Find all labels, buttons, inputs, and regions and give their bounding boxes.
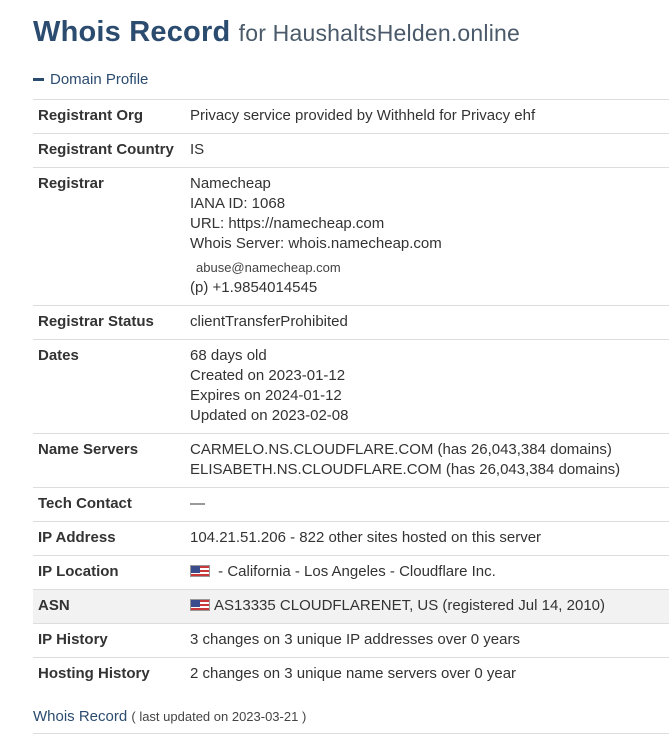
asn-text: AS13335 CLOUDFLARENET, US (registered Jul 14, 2010) [214, 597, 606, 614]
registrar-name: Namecheap [190, 175, 271, 192]
asn-value [190, 590, 669, 624]
row-value: 3 changes on 3 unique IP addresses over 0 years [190, 624, 669, 658]
domain-profile-label: Domain Profile [50, 71, 149, 88]
name-server-1: CARMELO.NS.CLOUDFLARE.COM (has 26,043,384 domains) [190, 441, 612, 458]
table-row [33, 340, 669, 434]
table-row [33, 522, 669, 556]
domain-profile-toggle[interactable] [33, 71, 148, 88]
registrar-url: URL: https://namecheap.com [190, 215, 385, 232]
expires-date: Expires on 2024-01-12 [190, 387, 342, 404]
last-updated: ( last updated on 2023-03-21 ) [131, 709, 307, 724]
updated-date: Updated on 2023-02-08 [190, 407, 349, 424]
row-key: IP History [33, 624, 190, 658]
dates-details [190, 340, 669, 434]
row-value: 104.21.51.206 - 822 other sites hosted on this server [190, 522, 669, 556]
table-row [33, 488, 669, 522]
whois-record-footer [33, 708, 306, 725]
row-key: Registrar [33, 168, 190, 306]
divider [33, 733, 669, 734]
row-value: Privacy service provided by Withheld for Privacy ehf [190, 100, 669, 134]
row-value: clientTransferProhibited [190, 306, 669, 340]
row-key: Dates [33, 340, 190, 434]
row-key: Hosting History [33, 658, 190, 692]
registrar-email: abuse@namecheap.com [196, 260, 341, 275]
name-servers [190, 434, 669, 488]
table-row [33, 556, 669, 590]
row-key: IP Address [33, 522, 190, 556]
row-value: — [190, 488, 669, 522]
registrar-phone: (p) +1.9854014545 [190, 279, 318, 296]
row-key: Name Servers [33, 434, 190, 488]
page-title-domain: for HaushaltsHelden.online [238, 20, 520, 46]
us-flag-icon [190, 565, 210, 577]
domain-profile-table [33, 99, 669, 691]
table-row [33, 134, 669, 168]
table-row [33, 100, 669, 134]
row-key: Registrant Country [33, 134, 190, 168]
page-title-main: Whois Record [33, 16, 231, 48]
registrar-iana: IANA ID: 1068 [190, 195, 286, 212]
us-flag-icon [190, 599, 210, 611]
minus-icon [33, 78, 44, 81]
whois-record-link[interactable]: Whois Record [33, 708, 128, 725]
table-row [33, 434, 669, 488]
row-value: 2 changes on 3 unique name servers over 0 year [190, 658, 669, 692]
registrar-details [190, 168, 669, 306]
ip-location-value [190, 556, 669, 590]
table-row [33, 590, 669, 624]
domain-age: 68 days old [190, 347, 267, 364]
row-value: IS [190, 134, 669, 168]
table-row [33, 306, 669, 340]
page-title [33, 16, 520, 49]
name-server-2: ELISABETH.NS.CLOUDFLARE.COM (has 26,043,384 domains) [190, 461, 621, 478]
table-row [33, 168, 669, 306]
ip-location-text: - California - Los Angeles - Cloudflare Inc. [214, 563, 496, 580]
created-date: Created on 2023-01-12 [190, 367, 346, 384]
row-key: ASN [33, 590, 190, 624]
row-key: Tech Contact [33, 488, 190, 522]
row-key: Registrant Org [33, 100, 190, 134]
table-row [33, 624, 669, 658]
registrar-whois-server: Whois Server: whois.namecheap.com [190, 235, 442, 252]
table-row [33, 658, 669, 692]
row-key: Registrar Status [33, 306, 190, 340]
row-key: IP Location [33, 556, 190, 590]
